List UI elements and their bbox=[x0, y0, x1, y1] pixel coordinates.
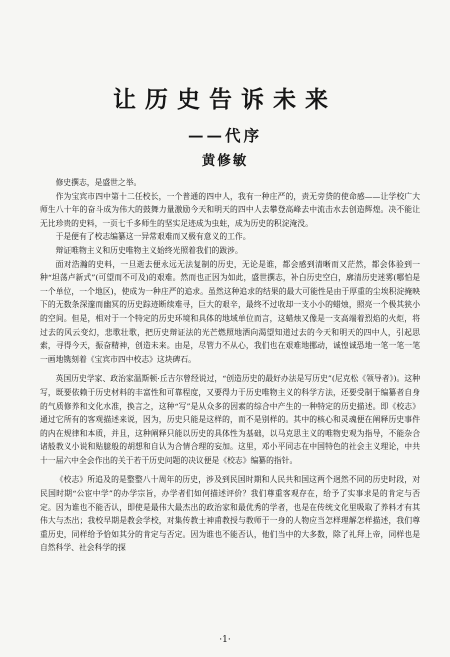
author-name: 黄修敏 bbox=[201, 153, 249, 169]
paragraph: 辩证唯物主义和历史唯物主义始终光照着我们的跋涉。 bbox=[55, 245, 243, 255]
paragraph: 于是便有了校志编纂这一异常艰难而又极有意义的工作。 bbox=[55, 232, 251, 242]
body-text bbox=[40, 176, 420, 555]
paragraph: 面对浩瀚的史料，一旦逝去便永远无法复制的历史，无论是谁，都会感到清晰而又茫然，都会体验到一种“坦荡卢新式”(可望而不可及)的艰难。然而也正因为如此，盛世撰志，补白历史空白，廓清历史迷雾(哪怕是一个单位，一个地区)，使成为一种庄严的追求。虽然这种追求的结果的最大可能性是由于厚重的尘埃积淀掩映下的无数条深邃而幽冥的历史踪迹断续难寻，巨大的艰辛，最终不过收却一支小小的蜡烛，照亮一个极其狭小的空间。但是，相对于一个特定的历史环境和具体的地域单位而言，这蜡烛又像是一支高端着烈焰的火炬，将过去的风云变幻，悲歌壮歌，把历史辩证法的光芒燃照地洒向渴望知道过去的今天和明天的四中人，引起思索，寻得今天，振奋精神，创造未来。由是，尽管力不从心，我们也在艰难地挪动，诚惶诚恐地一笔一笔一笔一画地镌刻着《宝宾市四中校志》这块碑石。 bbox=[40, 259, 420, 364]
paragraph: 修史撰志，是盛世之举。 bbox=[55, 178, 142, 187]
paragraph: 作为宝宾市四中第十二任校长，一个普通的四中人，我有一种庄严的，责无旁贷的使命感——让学校广大师生八十年的奋斗成为伟大的鼓舞力量激励今天和明天的四中人去攀登高峰去中流击水去创造辉煌。决不能让无比珍贵的史料，一页七千多师生的坚实足迹成为虫蛀，成为历史的积淀淹没。 bbox=[40, 191, 420, 228]
page-number: ·1· bbox=[219, 635, 231, 645]
paragraph: 《校志》所追及的是整整八十周年的历史，涉及到民国时期和人民共和国这两个迥然不同的历史时段，对民国时期“公宦中学”的办学宗旨，办学者们如何描述评价？我们尊重客观存在，给予了实事求是的肯定与否定。因为谁也不能否认，即使是最伟大最杰出的政治家和最优秀的学者，也是在传统文化里吸取了养料才有其伟大与杰出；我校早期是教会学校，对集传教士神甫教授与教师于一身的人物应当怎样理解怎样描述，我们尊重历史，同样给予恰如其分的肯定与否定。因为谁也不能否认，他们当中的大多数，除了礼拜上帝，同样也是自然科学、社会科学的探 bbox=[40, 475, 420, 553]
page-subtitle: ——代序 bbox=[187, 126, 262, 145]
paragraph: 英国历史学家、政治家温斯顿·丘吉尔曾经说过，“创造历史的最好办法是写历史”(尼克松《领导者》)。这种写，既要依赖于历史材料的丰富性和可靠程度，又要得力于历史唯物主义的科学方法，还要受制于编纂者自身的气质修养和文化水准，换言之，这种“写”是从众多的因素的综合中产生的一种特定的历史描述。即《校志》通过它所有的客观描述来说，因为，历史只能是这样的，而不是别样的。其中的核心和灵魂便在阐释历史事件的内在规律和本质，并且，这种阐释只能以历史的具体性为基础，以马克思主义的唯物史观为指导，不能杂合诸般教义小说和贴臆般的胡想和自认为合情合理的妄加。这里，邓小平同志在中国特色的社会主义理论，中共十一届六中全会作出的关于若干历史问题的决议便是《校志》编纂的指针。 bbox=[40, 374, 420, 465]
page-title: 让历史告诉未来 bbox=[113, 86, 337, 113]
